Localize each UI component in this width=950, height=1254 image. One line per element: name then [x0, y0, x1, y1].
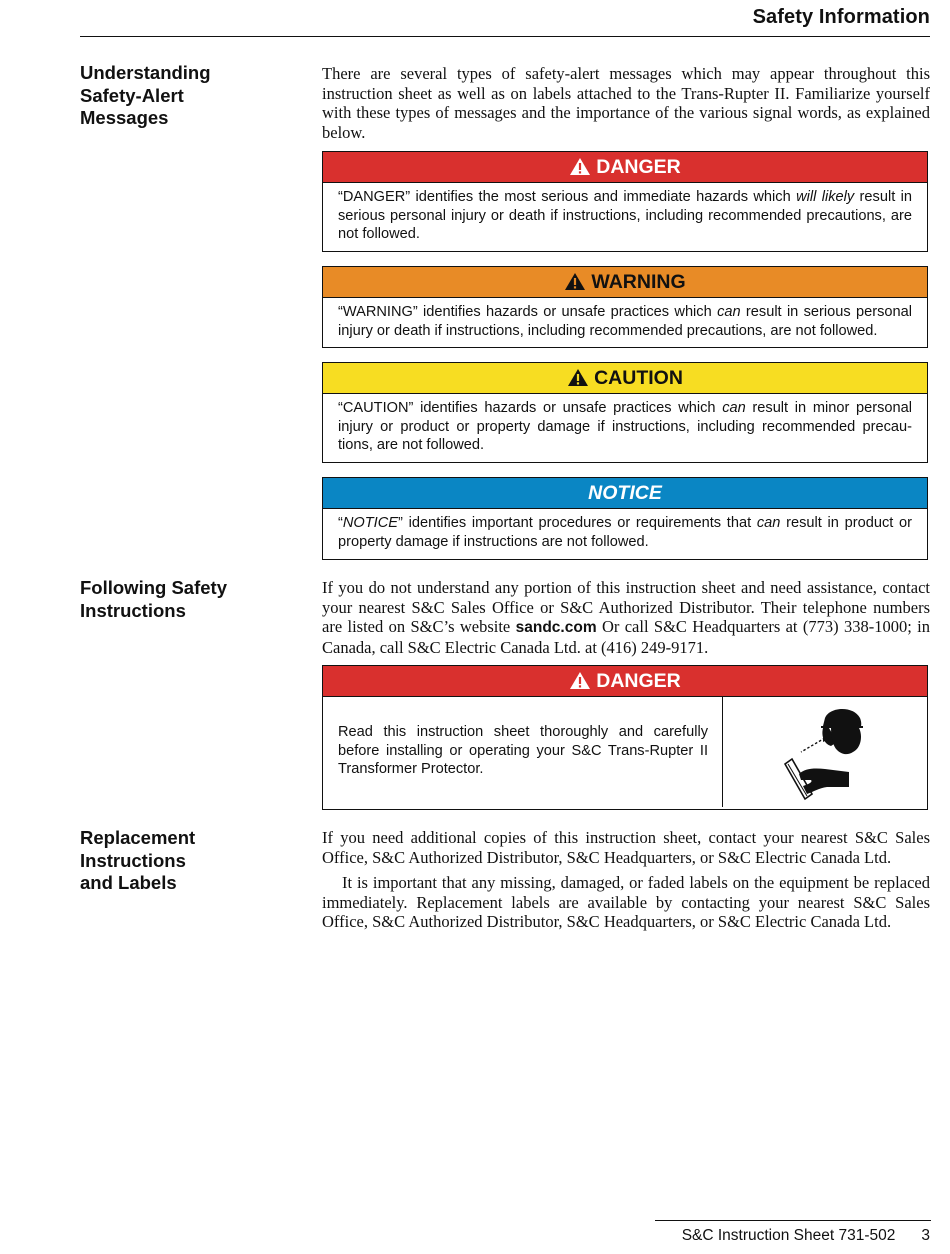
message-text: “DANGER” identifies the most serious and immediate hazards which: [338, 189, 797, 205]
danger-message: [323, 183, 927, 250]
read-manual-icon: [775, 702, 875, 802]
danger-read-content: [323, 697, 927, 807]
caution-label: CAUTION: [594, 366, 683, 389]
section-title-following: [80, 577, 300, 622]
message-text: “WARNING” identifies hazards or unsafe practices which: [338, 304, 718, 320]
message-text: “CAUTION” identifies hazards or unsafe practices which: [338, 400, 723, 416]
footer-rule: [655, 1220, 931, 1221]
replacement-paragraph-2: It is important that any missing, damaged, or faded labels on the equipment be replaced immediately. Replacement labels are available by contacting your nearest S&C Sales Office, S&C Authorized Distributor, S&C Headquarters, or S&C Electric Canada Ltd.: [322, 873, 930, 932]
page-footer: [682, 1227, 930, 1245]
caution-header: [323, 363, 927, 394]
warning-label: WARNING: [591, 270, 686, 293]
message-text: “: [338, 515, 343, 531]
section-title-line: Replacement: [80, 827, 196, 848]
message-text: result in minor personal injury or product or property damage if instructions, including recommended precau-tions, are not followed.: [338, 400, 912, 454]
message-emphasis: NOTICE: [342, 515, 399, 531]
message-text: result in product or property damage if instructions are not followed.: [338, 515, 912, 550]
message-text: result in serious personal injury or death if instructions, including recommended precautions, are not followed.: [338, 304, 912, 339]
section-title-line: and Labels: [80, 872, 177, 893]
paragraph-text: Or call S&C Headquarters at (773) 338-1000; in Canada, call S&C Electric Canada Ltd. at (416) 249-9171.: [322, 617, 930, 657]
section-title-line: Understanding: [80, 62, 211, 83]
message-emphasis: can: [717, 304, 741, 320]
danger-read-message: Read this instruction sheet thoroughly and carefully before installing or operating your S&C Trans-Rupter II Transformer Protector.: [323, 697, 723, 807]
paragraph-text: If you do not understand any portion of this instruction sheet and need assistance, contact your nearest S&C Sales Office or S&C Authorized Distributor. Their telephone numbers are listed on S&C’s website: [322, 578, 930, 637]
message-emphasis: will likely: [796, 189, 855, 205]
warning-alert: [322, 266, 928, 348]
intro-paragraph: There are several types of safety-alert messages which may appear throughout this instruction sheet as well as on labels attached to the Trans-Rupter II. Familiarize yourself with these types of messages and the importance of the various signal words, as explained below.: [322, 64, 930, 142]
warning-message: [323, 298, 927, 346]
danger-label: DANGER: [596, 155, 681, 178]
danger-read-alert: [322, 665, 928, 810]
message-emphasis: can: [722, 400, 746, 416]
danger-read-label: DANGER: [596, 669, 681, 692]
section-title-line: Messages: [80, 107, 169, 128]
message-text: ” identifies important procedures or requirements that: [398, 515, 757, 531]
following-paragraph: [322, 578, 930, 657]
section-title-understanding: [80, 62, 300, 130]
danger-header: [323, 152, 927, 183]
page-number: 3: [921, 1227, 930, 1244]
notice-label: NOTICE: [588, 481, 662, 504]
page-title: Safety Information: [752, 6, 930, 28]
warning-header: [323, 267, 927, 298]
replacement-paragraph-1: If you need additional copies of this instruction sheet, contact your nearest S&C Sales Office, S&C Authorized Distributor, S&C Headquarters, or S&C Electric Canada Ltd.: [322, 828, 930, 867]
notice-alert: [322, 477, 928, 560]
notice-message: [323, 509, 927, 557]
warning-triangle-icon: [567, 368, 589, 387]
message-emphasis: can: [756, 515, 781, 531]
section-title-line: Instructions: [80, 599, 186, 621]
danger-read-header: [323, 666, 927, 697]
section-title-line: Following Safety: [80, 577, 227, 598]
section-title-replacement: [80, 827, 300, 895]
section-title-line: Safety-Alert: [80, 84, 184, 106]
read-manual-picture: [723, 697, 927, 807]
page-header: [80, 6, 930, 37]
danger-alert: [322, 151, 928, 252]
section-title-line: Instructions: [80, 849, 186, 871]
caution-message: [323, 394, 927, 461]
notice-header: [323, 478, 927, 509]
warning-triangle-icon: [564, 272, 586, 291]
message-text: result in serious personal injury or death if instructions, including recommended precautions, are not followed.: [338, 189, 912, 243]
warning-triangle-icon: [569, 671, 591, 690]
caution-alert: [322, 362, 928, 463]
footer-document-id: S&C Instruction Sheet 731-502: [681, 1227, 896, 1244]
warning-triangle-icon: [569, 157, 591, 176]
website-link[interactable]: sandc.com: [515, 619, 597, 637]
